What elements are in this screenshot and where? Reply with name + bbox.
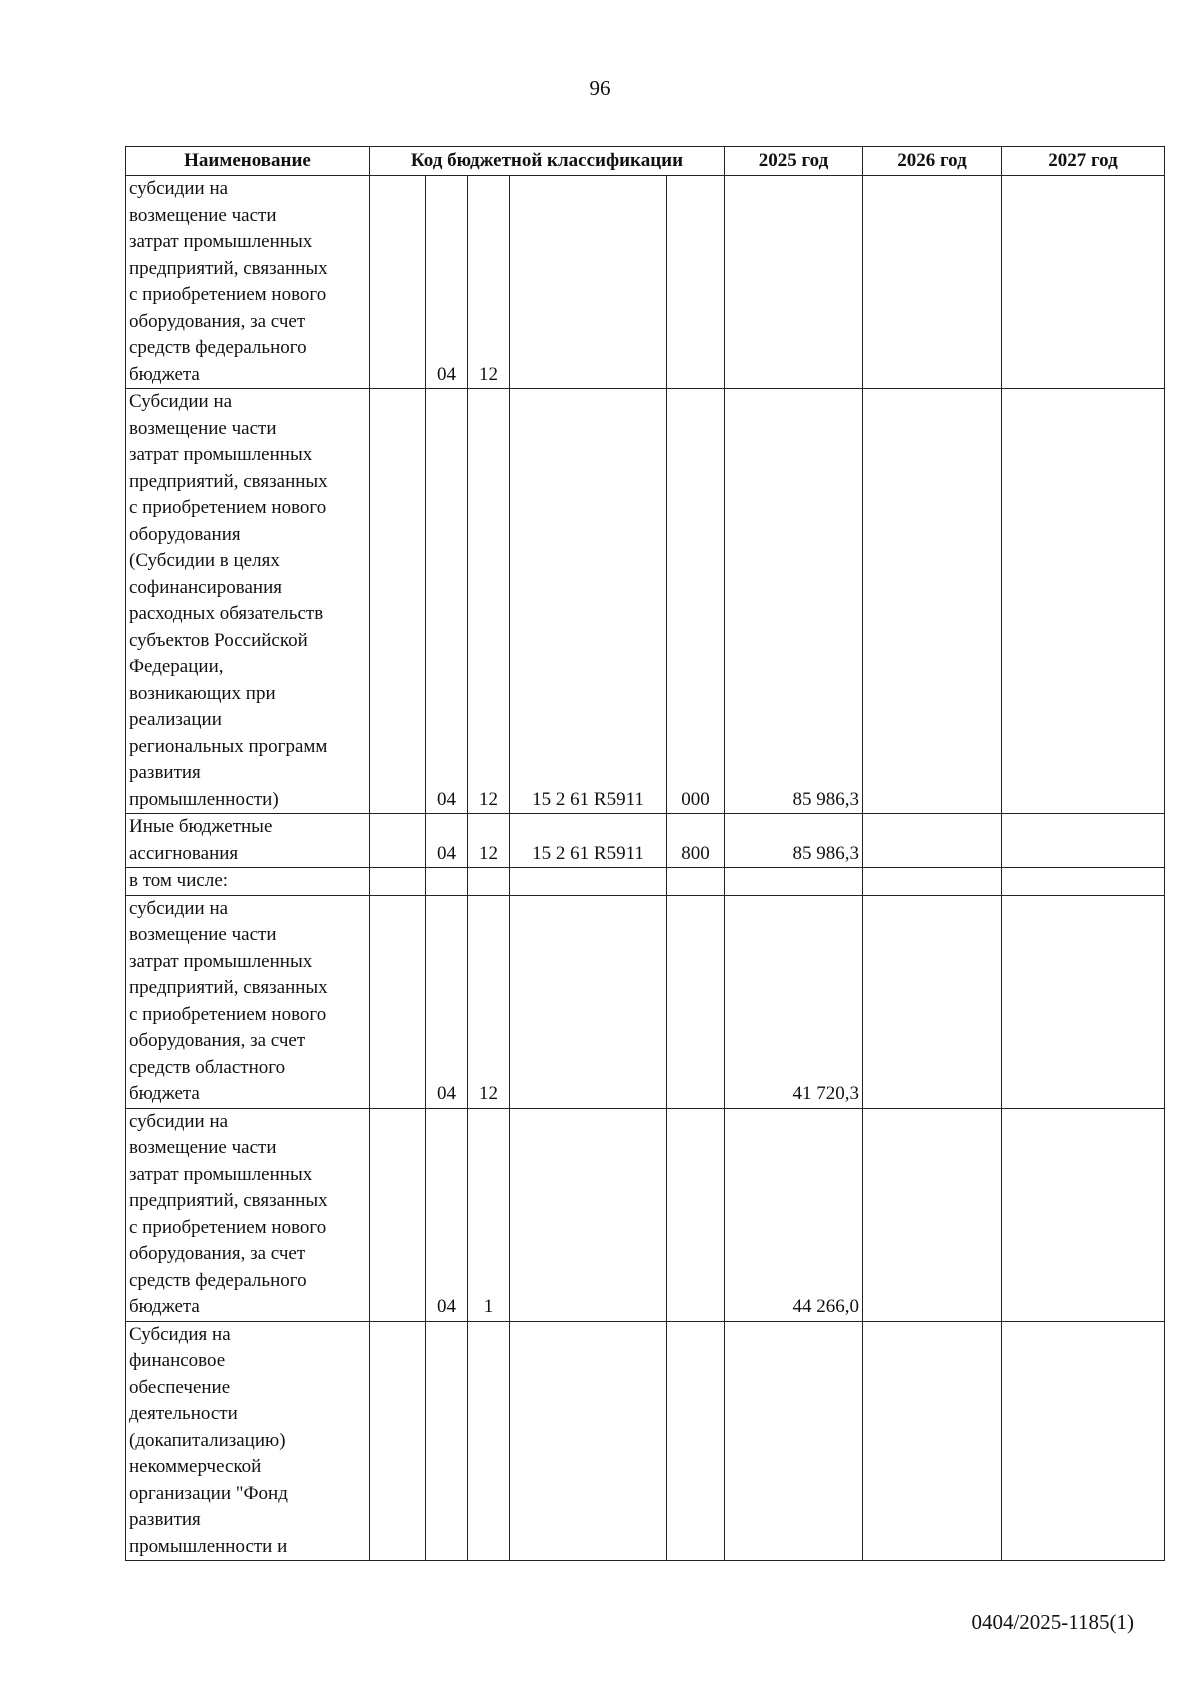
code-expense-type [667,1108,725,1321]
amount-2027 [1002,176,1165,389]
table-row [126,389,1165,814]
amount-2027 [1002,389,1165,814]
code-blank [370,1108,426,1321]
budget-table [125,146,1165,1561]
code-target: 15 2 61 R5911 [510,814,667,868]
amount-2025 [725,1321,863,1561]
amount-2026 [863,868,1002,896]
code-section: 04 [426,814,468,868]
code-target [510,1108,667,1321]
code-subsection [468,1321,510,1561]
table-row [126,1108,1165,1321]
code-blank [370,814,426,868]
amount-2027 [1002,1321,1165,1561]
code-expense-type [667,1321,725,1561]
row-name: в том числе: [126,868,370,896]
header-2026: 2026 год [863,147,1002,176]
code-subsection [468,868,510,896]
amount-2025: 41 720,3 [725,895,863,1108]
amount-2025: 85 986,3 [725,389,863,814]
table-header-row [126,147,1165,176]
code-expense-type: 800 [667,814,725,868]
amount-2025: 44 266,0 [725,1108,863,1321]
row-name: Иные бюджетные ассигнования [126,814,370,868]
amount-2027 [1002,868,1165,896]
code-blank [370,389,426,814]
code-section [426,868,468,896]
table-row [126,895,1165,1108]
row-name: Субсидии на возмещение части затрат промышленных предприятий, связанных с приобретением нового оборудования (Субсидии в целях софинансирования расходных обязательств субъектов Российской Федерации, возникающих при реализации региональных программ развития промышленности) [126,389,370,814]
header-2025: 2025 год [725,147,863,176]
amount-2026 [863,895,1002,1108]
code-section: 04 [426,895,468,1108]
code-expense-type [667,176,725,389]
amount-2026 [863,389,1002,814]
header-name: Наименование [126,147,370,176]
amount-2026 [863,1108,1002,1321]
code-subsection: 12 [468,814,510,868]
code-subsection: 1 [468,1108,510,1321]
amount-2027 [1002,895,1165,1108]
code-target: 15 2 61 R5911 [510,389,667,814]
code-target [510,1321,667,1561]
code-section: 04 [426,1108,468,1321]
row-name: субсидии на возмещение части затрат промышленных предприятий, связанных с приобретением нового оборудования, за счет средств федерального бюджета [126,1108,370,1321]
code-target [510,895,667,1108]
code-subsection: 12 [468,895,510,1108]
code-blank [370,868,426,896]
code-target [510,176,667,389]
document-code: 0404/2025-1185(1) [971,1610,1134,1634]
table-row [126,1321,1165,1561]
code-blank [370,176,426,389]
code-target [510,868,667,896]
code-section: 04 [426,176,468,389]
table-row [126,176,1165,389]
header-code: Код бюджетной классификации [370,147,725,176]
amount-2026 [863,1321,1002,1561]
code-blank [370,895,426,1108]
code-expense-type [667,895,725,1108]
code-section: 04 [426,389,468,814]
page-number: 96 [589,76,611,100]
table-row [126,814,1165,868]
code-expense-type: 000 [667,389,725,814]
amount-2026 [863,176,1002,389]
table-row [126,868,1165,896]
amount-2025 [725,868,863,896]
code-blank [370,1321,426,1561]
amount-2026 [863,814,1002,868]
code-expense-type [667,868,725,896]
amount-2027 [1002,814,1165,868]
code-subsection: 12 [468,389,510,814]
row-name: Субсидия на финансовое обеспечение деятельности (докапитализацию) некоммерческой организации "Фонд развития промышленности и [126,1321,370,1561]
amount-2027 [1002,1108,1165,1321]
amount-2025: 85 986,3 [725,814,863,868]
amount-2025 [725,176,863,389]
row-name: субсидии на возмещение части затрат промышленных предприятий, связанных с приобретением нового оборудования, за счет средств федерального бюджета [126,176,370,389]
code-subsection: 12 [468,176,510,389]
header-2027: 2027 год [1002,147,1165,176]
code-section [426,1321,468,1561]
row-name: субсидии на возмещение части затрат промышленных предприятий, связанных с приобретением нового оборудования, за счет средств областного бюджета [126,895,370,1108]
